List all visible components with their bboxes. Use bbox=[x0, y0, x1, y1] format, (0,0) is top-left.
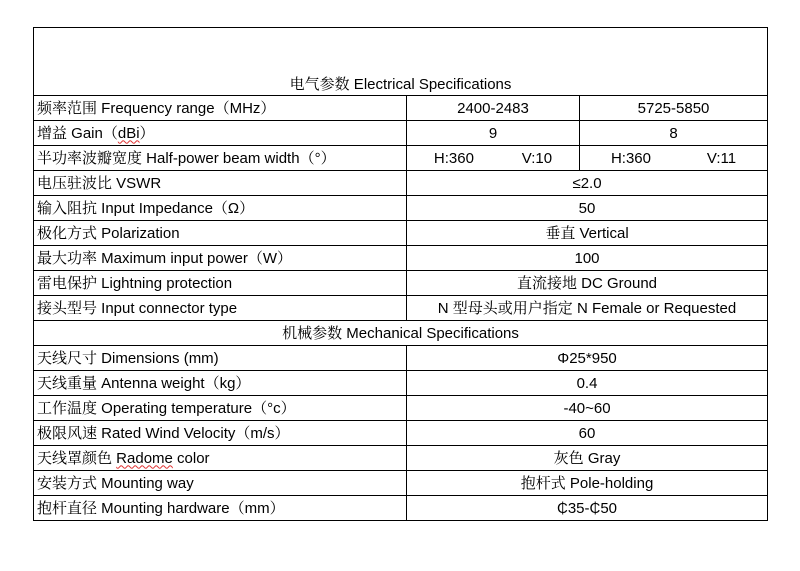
spec-table bbox=[33, 27, 768, 521]
mounting-way-value: 抱杆式 Pole-holding bbox=[407, 471, 768, 496]
connector-label: 接头型号 Input connector type bbox=[34, 296, 407, 321]
beam-v-band1: V:10 bbox=[521, 149, 553, 167]
polarization-label: 极化方式 Polarization bbox=[34, 221, 407, 246]
beam-width-label: 半功率波瓣宽度 Half-power beam width（°） bbox=[34, 146, 407, 171]
table-row bbox=[34, 121, 768, 146]
table-row bbox=[34, 371, 768, 396]
radome-color-value: 灰色 Gray bbox=[407, 446, 768, 471]
max-power-value: 100 bbox=[407, 246, 768, 271]
impedance-label: 输入阻抗 Input Impedance（Ω） bbox=[34, 196, 407, 221]
gain-label-text: 增益 Gain（ bbox=[37, 124, 118, 142]
table-row bbox=[34, 421, 768, 446]
table-row bbox=[34, 96, 768, 121]
mechanical-section-title: 机械参数 Mechanical Specifications bbox=[34, 321, 768, 346]
table-row bbox=[34, 496, 768, 521]
table-row bbox=[34, 146, 768, 171]
beam-h-band1: H:360 bbox=[433, 149, 474, 167]
weight-label: 天线重量 Antenna weight（kg） bbox=[34, 371, 407, 396]
radome-color-label bbox=[34, 446, 407, 471]
polarization-value: 垂直 Vertical bbox=[407, 221, 768, 246]
table-row bbox=[34, 446, 768, 471]
frequency-value-band1: 2400-2483 bbox=[407, 96, 580, 121]
table-row bbox=[34, 296, 768, 321]
gain-label bbox=[34, 121, 407, 146]
frequency-label: 频率范围 Frequency range（MHz） bbox=[34, 96, 407, 121]
table-row bbox=[34, 396, 768, 421]
wind-velocity-value: 60 bbox=[407, 421, 768, 446]
impedance-value: 50 bbox=[407, 196, 768, 221]
max-power-label: 最大功率 Maximum input power（W） bbox=[34, 246, 407, 271]
table-row bbox=[34, 271, 768, 296]
weight-value: 0.4 bbox=[407, 371, 768, 396]
table-row bbox=[34, 221, 768, 246]
electrical-header-row bbox=[34, 28, 768, 96]
beam-h-band2: H:360 bbox=[610, 149, 651, 167]
table-row bbox=[34, 171, 768, 196]
gain-value-band2: 8 bbox=[580, 121, 768, 146]
wind-velocity-label: 极限风速 Rated Wind Velocity（m/s） bbox=[34, 421, 407, 446]
gain-label-close: ） bbox=[139, 124, 155, 142]
radome-label-pre: 天线罩颜色 bbox=[37, 449, 117, 467]
mounting-hardware-value: ₵35-₵50 bbox=[407, 496, 768, 521]
dimensions-value: Φ25*950 bbox=[407, 346, 768, 371]
dimensions-label: 天线尺寸 Dimensions (mm) bbox=[34, 346, 407, 371]
beam-width-band1 bbox=[407, 146, 580, 171]
mounting-way-label: 安装方式 Mounting way bbox=[34, 471, 407, 496]
beam-width-band2 bbox=[580, 146, 768, 171]
electrical-section-title: 电气参数 Electrical Specifications bbox=[34, 28, 768, 96]
table-row bbox=[34, 196, 768, 221]
table-row bbox=[34, 246, 768, 271]
temperature-label: 工作温度 Operating temperature（°c） bbox=[34, 396, 407, 421]
radome-word: Radome bbox=[116, 449, 173, 467]
gain-value-band1: 9 bbox=[407, 121, 580, 146]
lightning-label: 雷电保护 Lightning protection bbox=[34, 271, 407, 296]
connector-value: N 型母头或用户指定 N Female or Requested bbox=[407, 296, 768, 321]
table-row bbox=[34, 471, 768, 496]
lightning-value: 直流接地 DC Ground bbox=[407, 271, 768, 296]
temperature-value: -40~60 bbox=[407, 396, 768, 421]
beam-v-band2: V:11 bbox=[706, 149, 737, 167]
radome-label-post: color bbox=[172, 449, 210, 467]
vswr-value: ≤2.0 bbox=[407, 171, 768, 196]
mechanical-header-row bbox=[34, 321, 768, 346]
vswr-label: 电压驻波比 VSWR bbox=[34, 171, 407, 196]
gain-unit-text: dBi bbox=[117, 124, 140, 142]
mounting-hardware-label: 抱杆直径 Mounting hardware（mm） bbox=[34, 496, 407, 521]
spec-sheet bbox=[33, 27, 767, 521]
table-row bbox=[34, 346, 768, 371]
frequency-value-band2: 5725-5850 bbox=[580, 96, 768, 121]
